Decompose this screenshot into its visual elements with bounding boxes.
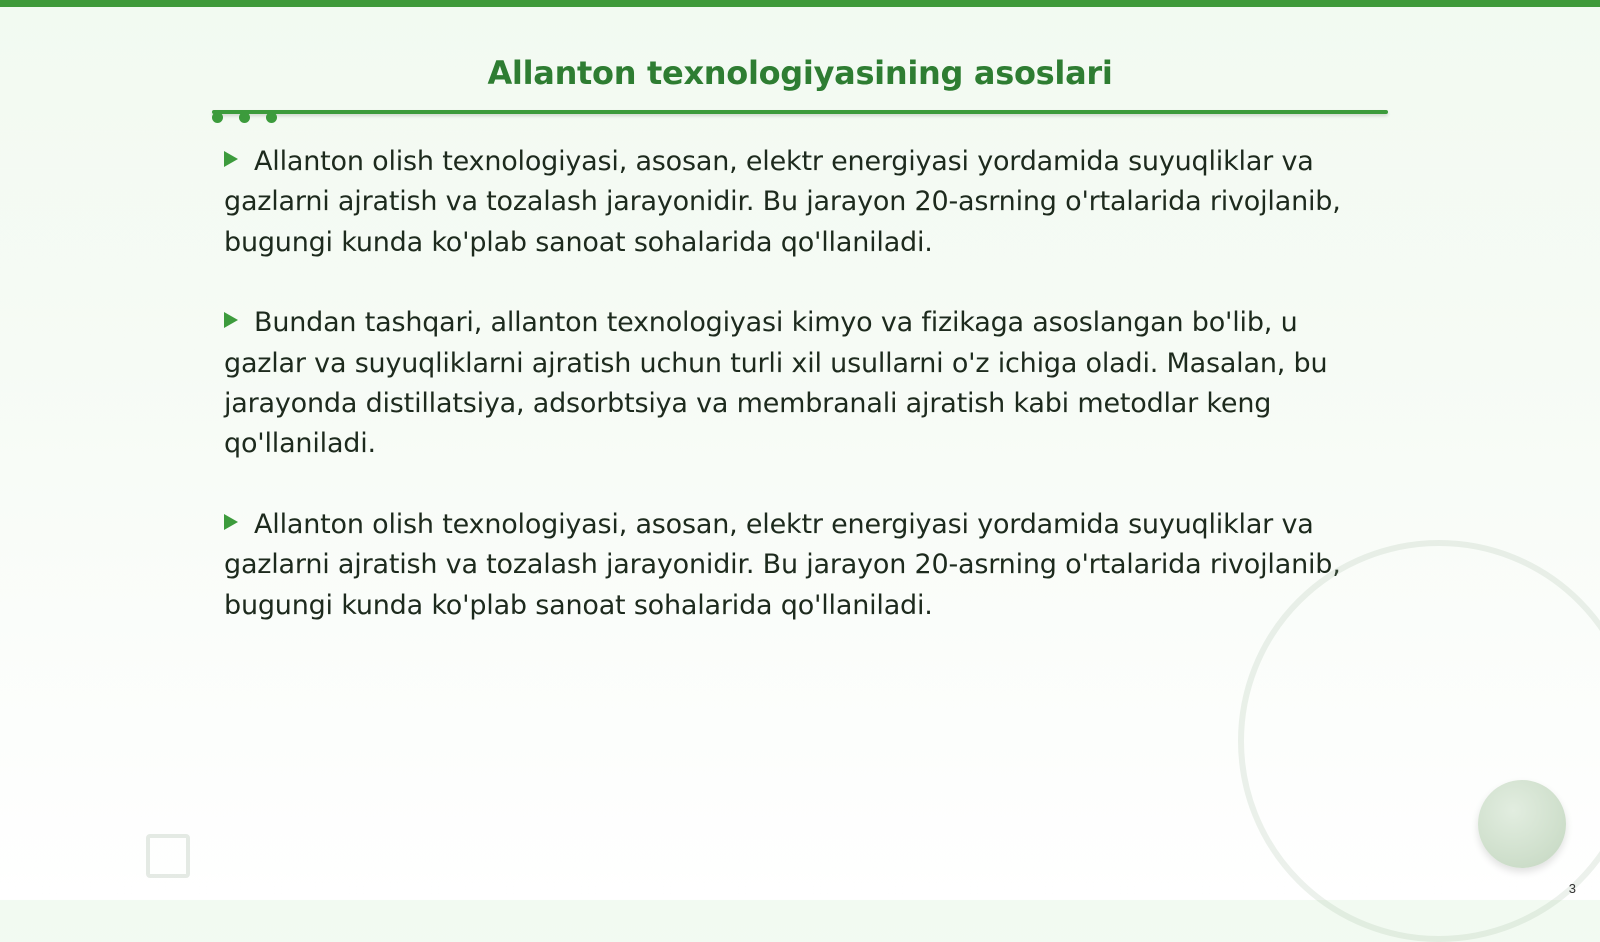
triangle-bullet-icon (224, 514, 238, 530)
decorative-dot (266, 112, 277, 123)
title-underline (212, 110, 1388, 114)
top-accent-bar (0, 0, 1600, 7)
bullet-item (224, 303, 1354, 465)
page-number: 3 (1568, 881, 1576, 896)
triangle-bullet-icon (224, 312, 238, 328)
decorative-dot (239, 112, 250, 123)
bullet-item (224, 505, 1354, 626)
bullet-text: Allanton olish texnologiyasi, asosan, elektr energiyasi yordamida suyuqliklar va gazlarni ajratish va tozalash jarayonidir. Bu jarayon 20-asrning o'rtalarida rivojlanib, bugungi kunda ko'plab sanoat sohalarida qo'llaniladi. (224, 146, 1341, 258)
decorative-circle (1478, 780, 1566, 868)
triangle-bullet-icon (224, 151, 238, 167)
bullet-item (224, 142, 1354, 263)
slide-title: Allanton texnologiyasining asoslari (487, 54, 1113, 92)
bullet-list (224, 142, 1354, 666)
bullet-text: Bundan tashqari, allanton texnologiyasi kimyo va fizikaga asoslangan bo'lib, u gazlar va suyuqliklarni ajratish uchun turli xil usullarni o'z ichiga oladi. Masalan, bu jarayonda distillatsiya, adsorbtsiya va membranali ajratish kabi metodlar keng qo'llaniladi. (224, 307, 1328, 460)
decorative-square (146, 834, 190, 878)
decorative-dot (212, 112, 223, 123)
bullet-text: Allanton olish texnologiyasi, asosan, elektr energiyasi yordamida suyuqliklar va gazlarni ajratish va tozalash jarayonidir. Bu jarayon 20-asrning o'rtalarida rivojlanib, bugungi kunda ko'plab sanoat sohalarida qo'llaniladi. (224, 508, 1341, 621)
